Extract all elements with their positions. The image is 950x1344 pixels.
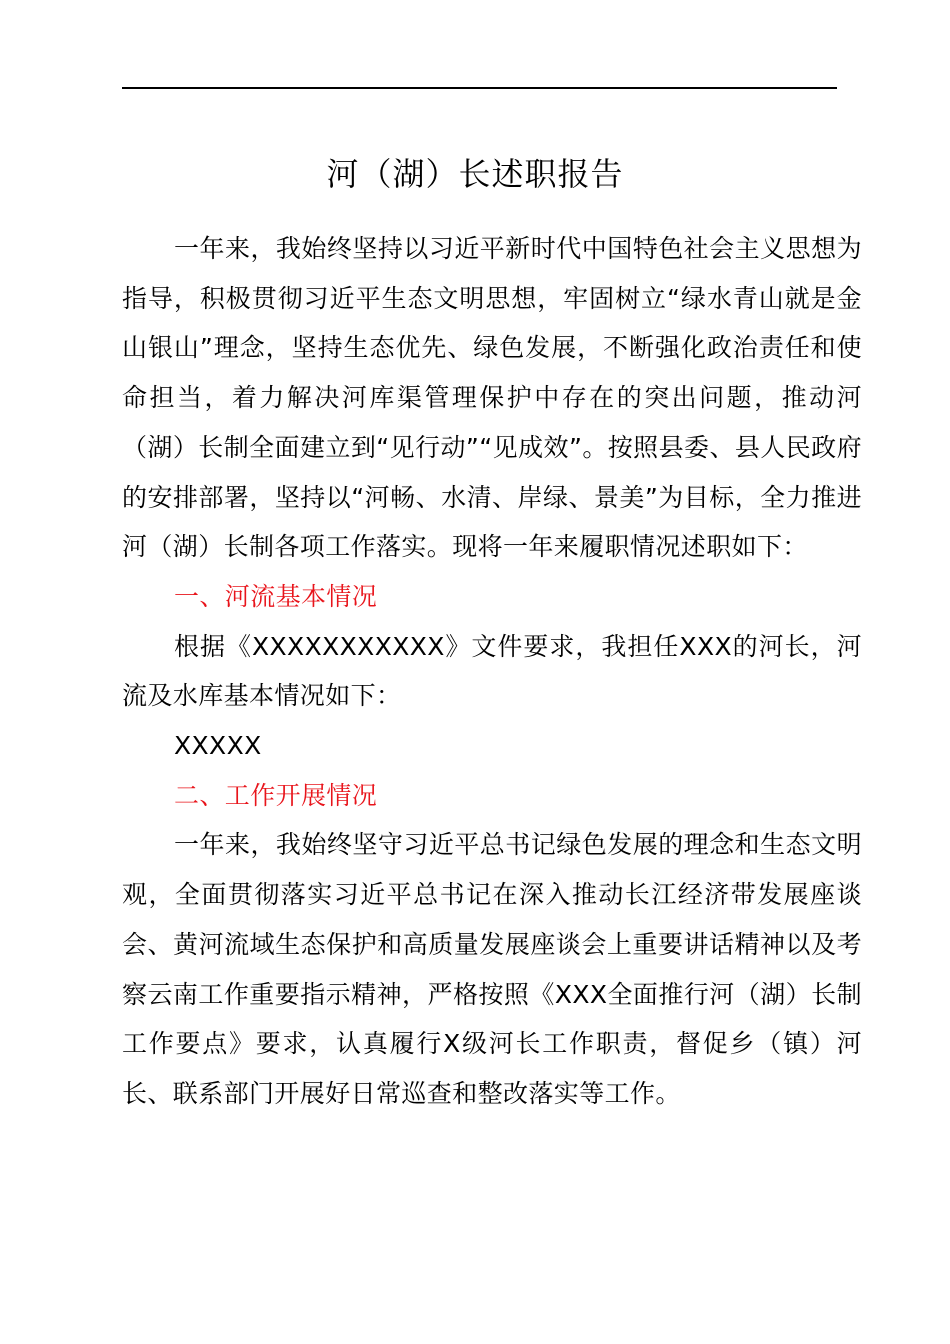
section-heading-1: 一、河流基本情况 [174,581,378,611]
document-title: 河（湖）长述职报告 [326,155,624,193]
header-rule [122,87,837,89]
section-1-paragraph: 根据《XXXXXXXXXXX》文件要求，我担任XXX的河长，河流及水库基本情况如下： [122,631,862,711]
section-heading-2: 二、工作开展情况 [174,780,378,810]
document-body [122,224,862,1119]
section-1-placeholder: XXXXX [174,731,262,761]
section-2-paragraph: 一年来，我始终坚守习近平总书记绿色发展的理念和生态文明观，全面贯彻落实习近平总书记在深入推动长江经济带发展座谈会、黄河流域生态保护和高质量发展座谈会上重要讲话精神以及考察云南工作重要指示精神，严格按照《XXX全面推行河（湖）长制工作要点》要求，认真履行X级河长工作职责，督促乡（镇）河长、联系部门开展好日常巡查和整改落实等工作。 [122,830,862,1108]
intro-paragraph: 一年来，我始终坚持以习近平新时代中国特色社会主义思想为指导，积极贯彻习近平生态文明思想，牢固树立“绿水青山就是金山银山”理念，坚持生态优先、绿色发展，不断强化政治责任和使命担当，着力解决河库渠管理保护中存在的突出问题，推动河（湖）长制全面建立到“见行动”“见成效”。按照县委、县人民政府的安排部署，坚持以“河畅、水清、岸绿、景美”为目标，全力推进河（湖）长制各项工作落实。现将一年来履职情况述职如下： [122,234,862,562]
